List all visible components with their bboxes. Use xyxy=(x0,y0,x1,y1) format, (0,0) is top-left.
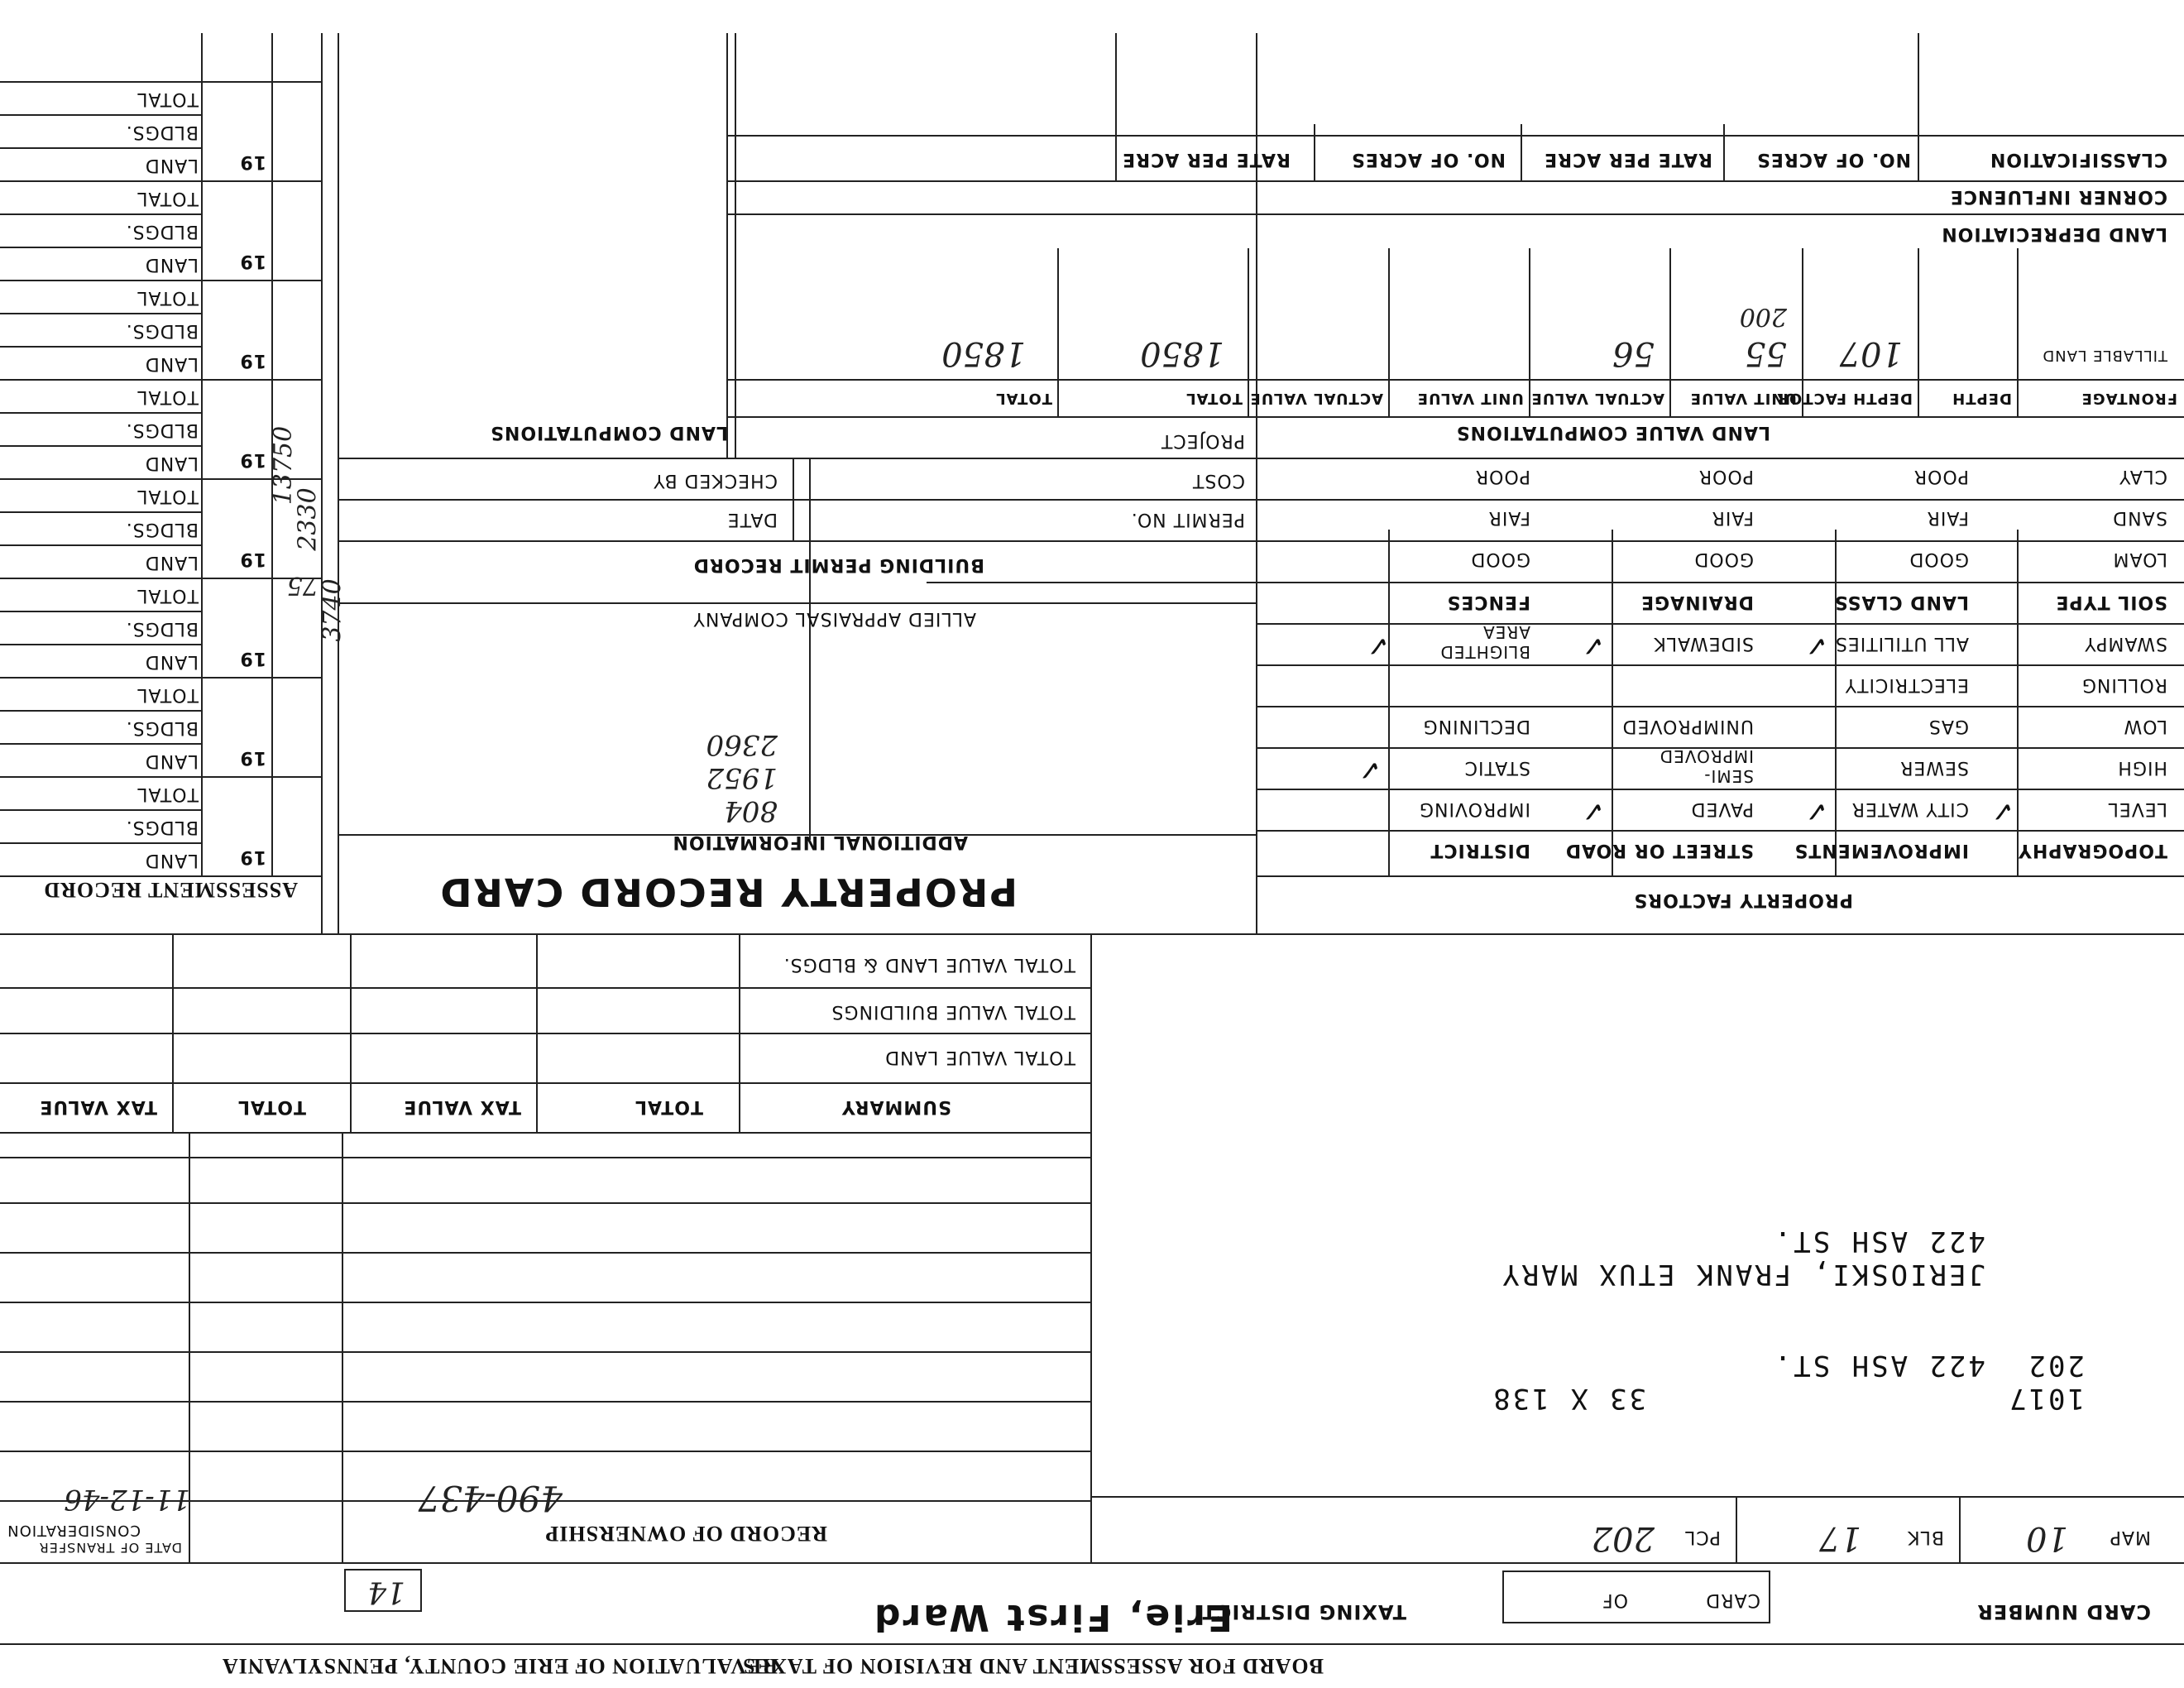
map-label: MAP xyxy=(2109,1527,2151,1547)
pf-gas: GAS xyxy=(1928,716,1969,736)
assessment-row-label: LAND xyxy=(144,155,199,175)
assessment-row-label: TOTAL xyxy=(136,287,199,308)
building-permit-title: BUILDING PERMIT RECORD xyxy=(692,554,984,575)
assessment-row-label: TOTAL xyxy=(136,486,199,506)
permit-no-label: PERMIT NO. xyxy=(1130,509,1245,530)
summary-buildings: TOTAL VALUE BUILDINGS xyxy=(831,1001,1075,1022)
fences-header: FENCES xyxy=(1446,592,1530,612)
land-value-title: LAND VALUE COMPUTATIONS xyxy=(1455,422,1770,443)
hand-over-unit: 200 xyxy=(1739,302,1787,331)
soil-loam: LOAM xyxy=(2112,549,2167,569)
assess-hand-3: 13750 xyxy=(268,425,298,506)
property-record-card-title: PROPERTY RECORD CARD xyxy=(438,870,1018,914)
assessment-row-label: LAND xyxy=(144,651,199,672)
card-of-box: CARD OF xyxy=(1502,1571,1770,1623)
taxing-district-value: Erie, First Ward xyxy=(872,1596,1233,1638)
assessment-year-prefix: 19 xyxy=(239,449,266,470)
drain-good: GOOD xyxy=(1693,549,1754,569)
class-good: GOOD xyxy=(1909,549,1969,569)
land-value-col-header: UNIT VALUE xyxy=(1689,390,1797,407)
land-value-col-header: TOTAL xyxy=(1185,390,1243,407)
assessment-year-prefix: 19 xyxy=(239,549,266,569)
pf-h-topography: TOPOGRAPHY xyxy=(2017,840,2167,861)
typed-code: 1017 xyxy=(2007,1382,2085,1415)
check-blighted: ✓ xyxy=(1366,629,1390,662)
typed-dimensions: 33 X 138 xyxy=(1491,1382,1646,1415)
consideration-label: CONSIDERATION xyxy=(7,1522,141,1539)
fence-poor: POOR xyxy=(1474,466,1530,487)
hand-depth-factor: 107 xyxy=(1839,334,1903,372)
note-1952: 1952 xyxy=(706,761,778,794)
assessment-row-label: TOTAL xyxy=(136,585,199,606)
assessment-row-label: LAND xyxy=(144,552,199,573)
soil-type-header: SOIL TYPE xyxy=(2055,592,2167,612)
check-city-water: ✓ xyxy=(1804,794,1828,827)
note-804: 804 xyxy=(724,794,778,827)
hand-total-a: 1850 xyxy=(1140,334,1224,372)
owner-address: 422 ASH ST. xyxy=(1771,1225,1985,1258)
fence-fair: FAIR xyxy=(1487,507,1530,528)
pf-blighted: BLIGHTED AREA xyxy=(1439,622,1530,662)
assessment-row-label: BLDGS. xyxy=(125,618,199,639)
drain-poor: POOR xyxy=(1698,466,1754,487)
pf-electricity: ELECTRICITY xyxy=(1844,674,1969,695)
transfer-date: 11-12-46 xyxy=(64,1483,190,1516)
land-computations-title: LAND COMPUTATIONS xyxy=(490,422,728,443)
summary-col-total-1: TOTAL xyxy=(634,1096,703,1117)
summary-land-bldgs: TOTAL VALUE LAND & BLDGS. xyxy=(783,954,1075,975)
summary-title: SUMMARY xyxy=(841,1096,951,1117)
assessment-row-label: TOTAL xyxy=(136,684,199,705)
checked-by-label: CHECKED BY xyxy=(653,470,778,491)
class-h-acres-2: NO. OF ACRES xyxy=(1350,149,1506,170)
assess-year-75: 75 xyxy=(286,571,318,600)
deed-book: 490-437 xyxy=(418,1478,563,1518)
check-level: ✓ xyxy=(1990,794,2014,827)
assessment-row-label: BLDGS. xyxy=(125,519,199,539)
pf-swampy: SWAMPY xyxy=(2084,633,2167,654)
land-value-col-header: TOTAL xyxy=(995,390,1052,407)
summary-col-tax-2: TAX VALUE xyxy=(39,1096,157,1117)
pf-sidewalk: SIDEWALK xyxy=(1653,633,1754,654)
pcl-value: 202 xyxy=(1591,1519,1655,1557)
pf-all-utilities: ALL UTILITIES xyxy=(1834,633,1969,654)
transfer-label: DATE OF TRANSFER xyxy=(38,1540,182,1556)
assessment-row-label: TOTAL xyxy=(136,784,199,804)
taxing-district-label: TAXING DISTRICT xyxy=(1201,1600,1406,1623)
permit-project-label: PROJECT xyxy=(1160,430,1245,451)
additional-info-title: ADDITIONAL INFORMATION xyxy=(672,832,968,852)
assessment-row-label: BLDGS. xyxy=(125,320,199,341)
pf-h-improvements: IMPROVEMENTS xyxy=(1794,840,1969,861)
check-static: ✓ xyxy=(1358,753,1382,786)
blk-label: BLK xyxy=(1907,1527,1944,1547)
pf-sewer: SEWER xyxy=(1899,757,1969,778)
check-sidewalk: ✓ xyxy=(1581,629,1605,662)
assessment-year-prefix: 19 xyxy=(239,251,266,271)
hand-actual-value: 56 xyxy=(1612,334,1655,372)
soil-clay: CLAY xyxy=(2119,466,2167,487)
class-fair: FAIR xyxy=(1926,507,1969,528)
assess-hand-2: 2330 xyxy=(293,487,323,551)
pf-h-district: DISTRICT xyxy=(1430,840,1530,861)
assessment-row-label: BLDGS. xyxy=(125,122,199,142)
land-class-header: LAND CLASS xyxy=(1833,592,1969,612)
pf-level: LEVEL xyxy=(2107,798,2167,819)
assessment-year-prefix: 19 xyxy=(239,846,266,867)
class-h-acres-1: NO. OF ACRES xyxy=(1755,149,1911,170)
class-h-rate-2: RATE PER ACRE xyxy=(1122,149,1291,170)
hand-total-b: 1850 xyxy=(941,334,1026,372)
assessment-row-label: BLDGS. xyxy=(125,717,199,738)
assessment-row-label: BLDGS. xyxy=(125,221,199,242)
check-all-utilities: ✓ xyxy=(1804,629,1828,662)
owner-name: JERIOSKI, FRANK ETUX MARY xyxy=(1500,1258,1985,1291)
assessment-row-label: BLDGS. xyxy=(125,420,199,440)
pf-semi-improved: SEMI-IMPROVED xyxy=(1659,746,1754,786)
corner-influence: CORNER INFLUENCE xyxy=(1949,186,2167,207)
pf-static: STATIC xyxy=(1463,757,1530,778)
permit-cost-label: COST xyxy=(1191,470,1245,491)
assessment-row-label: LAND xyxy=(144,850,199,870)
map-value: 10 xyxy=(2026,1519,2068,1557)
summary-col-total-2: TOTAL xyxy=(237,1096,306,1117)
land-value-col-header: FRONTAGE xyxy=(2081,390,2177,407)
class-h-rate-1: RATE PER ACRE xyxy=(1544,149,1712,170)
assessment-year-prefix: 19 xyxy=(239,648,266,669)
pf-rolling: ROLLING xyxy=(2081,674,2167,695)
revaluation-title: REVALUATION OF ERIE COUNTY, PENNSYLVANIA xyxy=(221,1654,778,1678)
tillable-land-a: TILLABLE LAND xyxy=(2042,347,2167,364)
pf-improving: IMPROVING xyxy=(1419,798,1530,819)
pf-high: HIGH xyxy=(2117,757,2167,778)
board-title: BOARD FOR ASSESSMENT AND REVISION OF TAXES xyxy=(742,1654,1324,1678)
blk-value: 17 xyxy=(1819,1519,1861,1557)
assessment-row-label: TOTAL xyxy=(136,89,199,109)
property-factors-title: PROPERTY FACTORS xyxy=(1633,890,1853,910)
assessment-year-prefix: 19 xyxy=(239,151,266,172)
pf-declining: DECLINING xyxy=(1422,716,1530,736)
drain-fair: FAIR xyxy=(1711,507,1754,528)
summary-land: TOTAL VALUE LAND xyxy=(884,1047,1075,1067)
pf-h-street: STREET OR ROAD xyxy=(1564,840,1754,861)
pf-unimproved: UNIMPROVED xyxy=(1621,716,1754,736)
pf-paved: PAVED xyxy=(1690,798,1754,819)
check-paved: ✓ xyxy=(1581,794,1605,827)
pf-low: LOW xyxy=(2123,716,2167,736)
land-value-col-header: DEPTH xyxy=(1952,390,2012,407)
district-box: 14 xyxy=(344,1569,422,1612)
land-value-col-header: DEPTH FACTOR xyxy=(1776,390,1913,407)
assessment-year-prefix: 19 xyxy=(239,350,266,371)
permit-date-label: DATE xyxy=(726,509,778,530)
soil-sand: SAND xyxy=(2112,507,2167,528)
assessment-row-label: LAND xyxy=(144,353,199,374)
note-2360: 2360 xyxy=(706,728,778,761)
drainage-header: DRAINAGE xyxy=(1640,592,1754,612)
assessment-row-label: LAND xyxy=(144,254,199,275)
typed-address: 422 ASH ST. xyxy=(1771,1349,1985,1382)
assessment-row-label: TOTAL xyxy=(136,188,199,209)
assess-hand-1: 3740 xyxy=(318,578,347,642)
hand-unit-value: 55 xyxy=(1745,334,1787,372)
classification: CLASSIFICATION xyxy=(1989,149,2167,170)
assessment-row-label: BLDGS. xyxy=(125,817,199,837)
card-number-label: CARD NUMBER xyxy=(1976,1600,2151,1623)
land-value-col-header: UNIT VALUE xyxy=(1416,390,1524,407)
assessment-row-label: TOTAL xyxy=(136,386,199,407)
fence-good: GOOD xyxy=(1470,549,1530,569)
assessment-row-label: LAND xyxy=(144,750,199,771)
pf-city-water: CITY WATER xyxy=(1851,798,1969,819)
allied-appraisal: ALLIED APPRAISAL COMPANY xyxy=(692,608,976,629)
assessment-year-prefix: 19 xyxy=(239,747,266,768)
ownership-title: RECORD OF OWNERSHIP xyxy=(544,1522,827,1546)
land-value-col-header: ACTUAL VALUE xyxy=(1530,390,1664,407)
assessment-row-label: LAND xyxy=(144,453,199,473)
land-value-col-header: ACTUAL VALUE xyxy=(1249,390,1383,407)
typed-code-2: 202 xyxy=(2026,1349,2085,1382)
land-depreciation: LAND DEPRECIATION xyxy=(1941,223,2167,244)
class-poor: POOR xyxy=(1913,466,1969,487)
summary-col-tax-1: TAX VALUE xyxy=(403,1096,521,1117)
pcl-label: PCL xyxy=(1684,1527,1721,1547)
assessment-title: ASSESSMENT RECORD xyxy=(43,878,298,902)
